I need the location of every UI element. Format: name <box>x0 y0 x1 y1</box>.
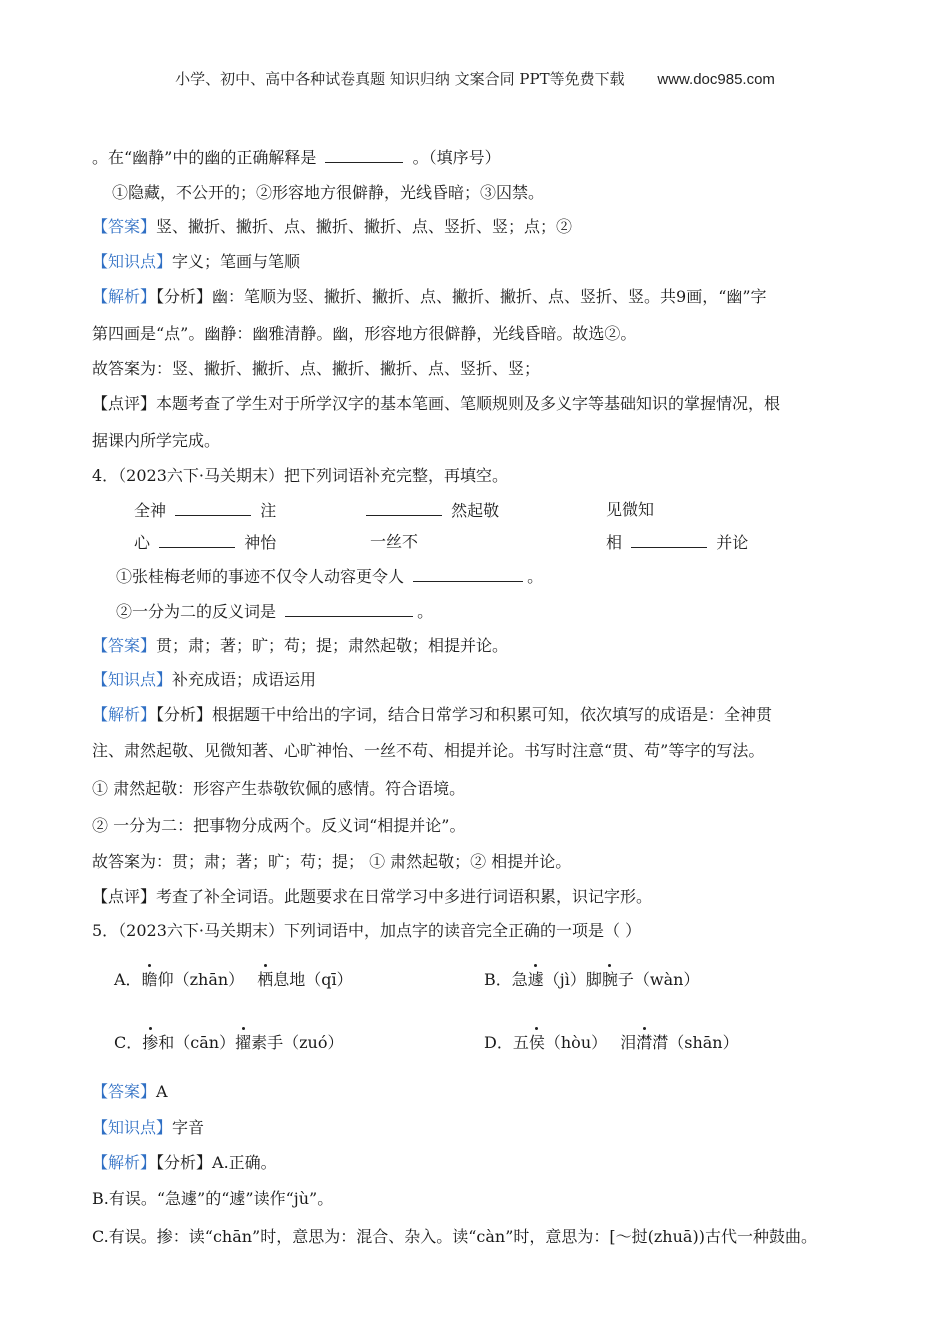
q3-comment-line-1: 【点评】本题考查了学生对于所学汉字的基本笔画、笔顺规则及多义字等基础知识的掌握情况，根 <box>92 394 781 413</box>
q5-option-b[interactable]: B．急遽（jì）脚腕子（wàn） <box>484 970 700 989</box>
page-header <box>0 68 950 89</box>
q4-idiom-1: 全神 注 <box>134 501 277 520</box>
q3-knowledge-point: 【知识点】字义；笔画与笔顺 <box>92 252 301 271</box>
q5-analysis-line-3: C.有误。掺：读“chān”时，意思为：混合、杂入。读“càn”时，意思为：[～挝(zhuā))古代一种鼓曲。 <box>92 1227 817 1246</box>
header-text: 小学、初中、高中各种试卷真题 知识归纳 文案合同 PPT等免费下载 <box>175 70 625 88</box>
q5-title: 5．（2023六下·马关期末）下列词语中，加点字的读音完全正确的一项是（ ） <box>92 921 642 940</box>
q4-title: 4．（2023六下·马关期末）把下列词语补充完整，再填空。 <box>92 466 508 485</box>
q3-blank[interactable] <box>325 146 403 163</box>
q4-final-answer: 故答案为：贯；肃；著；旷；苟；提； ① 肃然起敬；② 相提并论。 <box>92 852 572 871</box>
q4-sentence-2-blank[interactable] <box>285 600 413 617</box>
q3-prompt: 。在“幽静”中的幽的正确解释是 。（填序号） <box>92 148 501 167</box>
q5-option-c[interactable]: C．掺和（cān）擢素手（zuó） <box>114 1033 344 1052</box>
q5-option-d[interactable]: D．五侯（hòu） 泪潸潸（shān） <box>484 1033 739 1052</box>
q4-knowledge-point: 【知识点】补充成语；成语运用 <box>92 670 317 689</box>
q5-analysis-line-2: B.有误。“急遽”的“遽”读作“jù”。 <box>92 1189 334 1208</box>
q5-d-dotted-1: 侯 <box>528 1033 545 1052</box>
q3-answer: 【答案】竖、撇折、撇折、点、撇折、撇折、点、竖折、竖；点；② <box>92 217 573 236</box>
q4-answer: 【答案】贯；肃；著；旷；苟；提；肃然起敬；相提并论。 <box>92 636 509 655</box>
q3-final-answer: 故答案为：竖、撇折、撇折、点、撇折、撇折、点、竖折、竖； <box>92 359 541 378</box>
q5-a-dotted-2: 栖 <box>257 970 274 989</box>
q4-idiom-6: 相 并论 <box>606 533 749 552</box>
q3-analysis-line-1: 【解析】【分析】幽：笔顺为竖、撇折、撇折、点、撇折、撇折、点、竖折、竖。共9画，“幽”字 <box>92 287 767 306</box>
q5-b-dotted-2: 腕 <box>601 970 618 989</box>
q3-comment-line-2: 据课内所学完成。 <box>92 431 221 450</box>
q4-sentence-2: ②一分为二的反义词是 。 <box>116 602 434 621</box>
q4-blank-2[interactable] <box>366 499 442 516</box>
q5-answer: 【答案】A <box>92 1082 168 1101</box>
q3-options: ①隐藏，不公开的；②形容地方很僻静，光线昏暗；③囚禁。 <box>112 183 545 202</box>
q4-sentence-1-blank[interactable] <box>413 565 523 582</box>
q5-d-dotted-2: 潸 <box>636 1033 653 1052</box>
q5-c-dotted-1: 掺 <box>142 1033 159 1052</box>
q5-c-dotted-2: 擢 <box>235 1033 252 1052</box>
q4-blank-6[interactable] <box>631 531 707 548</box>
q5-a-dotted-1: 瞻 <box>141 970 158 989</box>
q4-blank-1[interactable] <box>175 499 251 516</box>
q5-option-a[interactable]: A．瞻仰（zhān） 栖息地（qī） <box>114 970 353 989</box>
q4-analysis-line-1: 【解析】【分析】根据题干中给出的字词，结合日常学习和积累可知，依次填写的成语是：全神贯 <box>92 705 773 724</box>
q4-blank-4[interactable] <box>159 531 235 548</box>
q5-b-dotted-1: 遽 <box>527 970 544 989</box>
q4-comment: 【点评】考查了补全词语。此题要求在日常学习中多进行词语积累，识记字形。 <box>92 887 653 906</box>
q4-idiom-4: 心 神怡 <box>134 533 277 552</box>
q4-note-1: ① 肃然起敬：形容产生恭敬钦佩的感情。符合语境。 <box>92 779 466 798</box>
q4-idiom-3: 见微知 <box>606 500 655 519</box>
q4-analysis-line-2: 注、肃然起敬、见微知著、心旷神怡、一丝不苟、相提并论。书写时注意“贯、苟”等字的写法。 <box>92 741 765 760</box>
q5-analysis-line-1: 【解析】【分析】A.正确。 <box>92 1153 277 1172</box>
q4-idiom-5: 一丝不 <box>370 532 419 551</box>
q5-knowledge-point: 【知识点】字音 <box>92 1118 205 1137</box>
q3-analysis-line-2: 第四画是“点”。幽静：幽雅清静。幽，形容地方很僻静，光线昏暗。故选②。 <box>92 324 637 343</box>
header-url[interactable]: www.doc985.com <box>657 71 775 88</box>
q4-sentence-1: ①张桂梅老师的事迹不仅令人动容更令人 。 <box>116 567 544 586</box>
q4-idiom-2: 然起敬 <box>366 499 499 522</box>
q4-note-2: ② 一分为二：把事物分成两个。反义词“相提并论”。 <box>92 816 466 835</box>
